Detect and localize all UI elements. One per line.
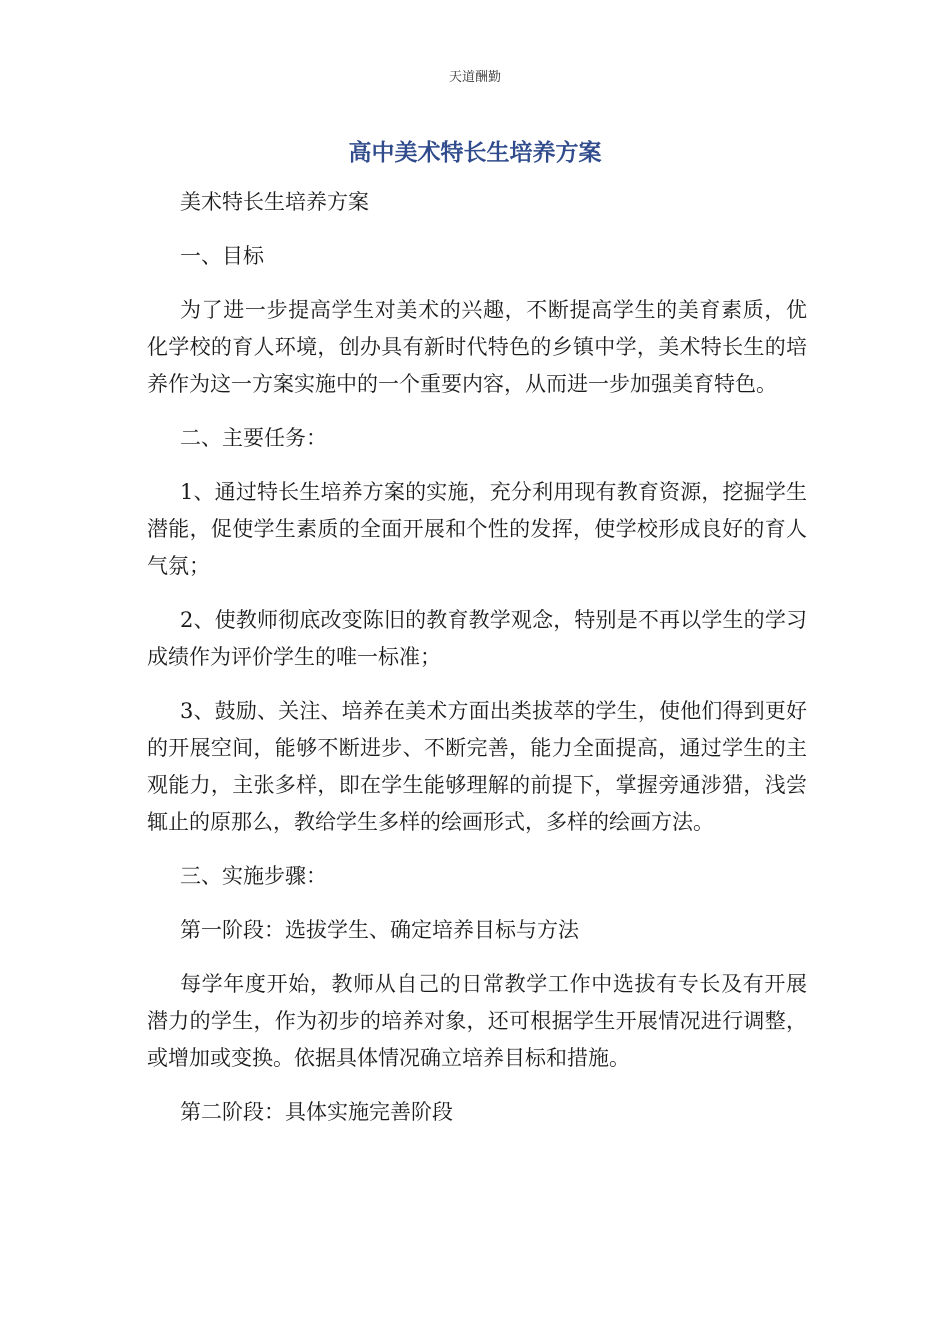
document-body [147, 184, 807, 1148]
paragraph-subtitle: 美术特长生培养方案 [180, 190, 369, 214]
heading-implementation-steps: 三、实施步骤： [180, 864, 327, 888]
heading-stage-1: 第一阶段：选拔学生、确定培养目标与方法 [180, 918, 579, 942]
paragraph-stage-1: 每学年度开始，教师从自己的日常教学工作中选拔有专长及有开展潜力的学生，作为初步的培养对象，还可根据学生开展情况进行调整，或增加或变换。依据具体情况确立培养目标和措施。 [147, 972, 807, 1070]
paragraph-task-3: 3、鼓励、关注、培养在美术方面出类拔萃的学生，使他们得到更好的开展空间，能够不断进步、不断完善，能力全面提高，通过学生的主观能力，主张多样，即在学生能够理解的前提下，掌握旁通涉猎，浅尝辄止的原那么，教给学生多样的绘画形式，多样的绘画方法。 [147, 699, 807, 834]
page-header: 天道酬勤 [448, 70, 501, 85]
paragraph-task-1: 1、通过特长生培养方案的实施，充分利用现有教育资源，挖掘学生潜能，促使学生素质的全面开展和个性的发挥，使学校形成良好的育人气氛； [147, 480, 807, 578]
heading-goals: 一、目标 [180, 244, 264, 268]
document-title: 高中美术特长生培养方案 [348, 140, 602, 166]
heading-stage-2: 第二阶段：具体实施完善阶段 [180, 1100, 453, 1124]
paragraph-goals: 为了进一步提高学生对美术的兴趣，不断提高学生的美育素质，优化学校的育人环境，创办具有新时代特色的乡镇中学，美术特长生的培养作为这一方案实施中的一个重要内容，从而进一步加强美育特色。 [147, 298, 807, 396]
heading-main-tasks: 二、主要任务： [180, 426, 327, 450]
paragraph-task-2: 2、使教师彻底改变陈旧的教育教学观念，特别是不再以学生的学习成绩作为评价学生的唯一标准； [147, 608, 807, 669]
